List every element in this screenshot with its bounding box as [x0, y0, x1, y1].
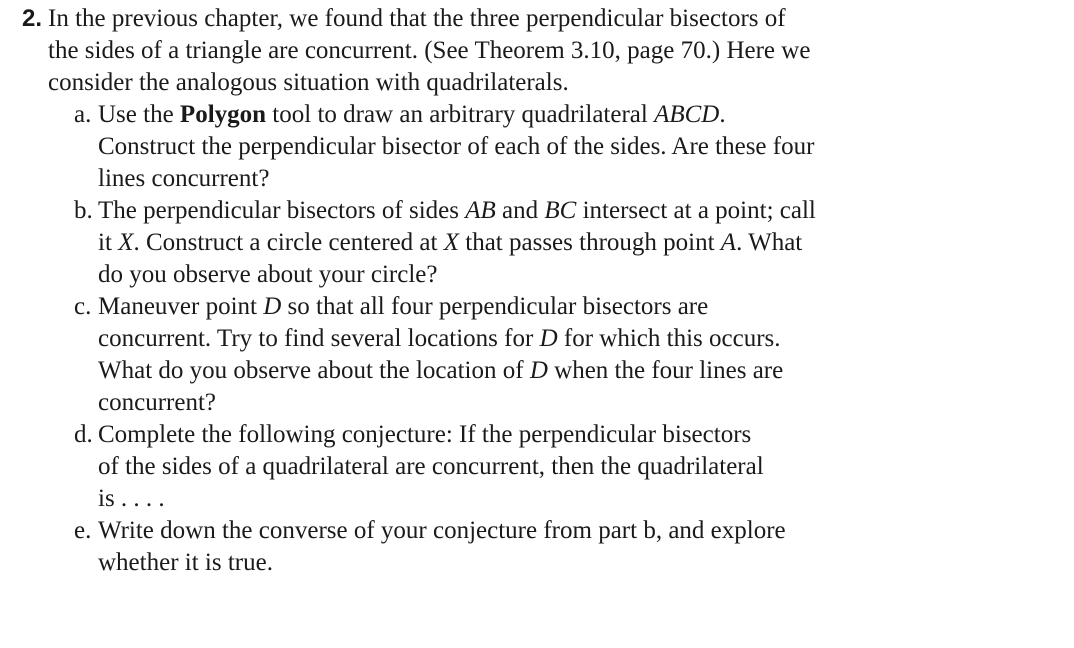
part-letter: c.	[74, 293, 92, 320]
part-text: Construct the perpendicular bisector of each of the sides. Are these four	[98, 133, 815, 160]
part-a	[22, 99, 1052, 195]
part-text: when the four lines are	[547, 357, 784, 384]
part-b	[22, 195, 1052, 291]
part-text: lines concurrent?	[98, 165, 270, 192]
part-text: it	[98, 229, 119, 256]
math-var: D	[263, 293, 282, 320]
part-text: that passes through point	[459, 229, 721, 256]
math-var: D	[539, 325, 558, 352]
part-text: . Construct a circle centered at	[133, 229, 444, 256]
part-text: tool to draw an arbitrary quadrilateral	[266, 101, 655, 128]
part-text: for which this occurs.	[557, 325, 781, 352]
part-text: so that all four perpendicular bisectors are	[281, 293, 709, 320]
part-text: Complete the following conjecture: If the perpendicular bisectors	[98, 421, 752, 448]
part-letter: a.	[74, 101, 92, 128]
part-text: and	[495, 197, 545, 224]
math-var: A	[720, 229, 737, 256]
part-c	[22, 291, 1052, 419]
part-text: of the sides of a quadrilateral are concurrent, then the quadrilateral	[98, 453, 764, 480]
part-letter: d.	[74, 421, 93, 448]
part-text: What do you observe about the location of	[98, 357, 530, 384]
part-letter: e.	[74, 517, 92, 544]
part-text: Maneuver point	[98, 293, 264, 320]
math-var: ABCD	[654, 101, 720, 128]
math-var: X	[443, 229, 459, 256]
math-var: D	[529, 357, 548, 384]
exercise-stem	[22, 3, 1052, 99]
stem-line: In the previous chapter, we found that the three perpendicular bisectors of	[48, 5, 786, 32]
part-text: concurrent. Try to find several locations for	[98, 325, 540, 352]
stem-line: consider the analogous situation with quadrilaterals.	[48, 69, 569, 96]
exercise-2	[22, 3, 1052, 579]
math-var: BC	[544, 197, 577, 224]
part-e	[22, 515, 1052, 579]
part-d	[22, 419, 1052, 515]
part-text: intersect at a point; call	[576, 197, 816, 224]
part-text: Use the	[98, 101, 180, 128]
part-text: concurrent?	[98, 389, 216, 416]
stem-line: the sides of a triangle are concurrent. (See Theorem 3.10, page 70.) Here we	[48, 37, 811, 64]
part-text: do you observe about your circle?	[98, 261, 438, 288]
math-var: X	[118, 229, 134, 256]
exercise-parts	[22, 99, 1052, 579]
math-var: AB	[465, 197, 496, 224]
part-text: .	[719, 101, 726, 128]
part-text: The perpendicular bisectors of sides	[98, 197, 466, 224]
part-text: is . . . .	[98, 485, 165, 512]
part-letter: b.	[74, 197, 93, 224]
tool-name: Polygon	[179, 101, 267, 128]
exercise-number: 2.	[22, 5, 43, 32]
part-text: Write down the converse of your conjecture from part b, and explore	[98, 517, 786, 544]
part-text: whether it is true.	[98, 549, 273, 576]
part-text: . What	[736, 229, 803, 256]
